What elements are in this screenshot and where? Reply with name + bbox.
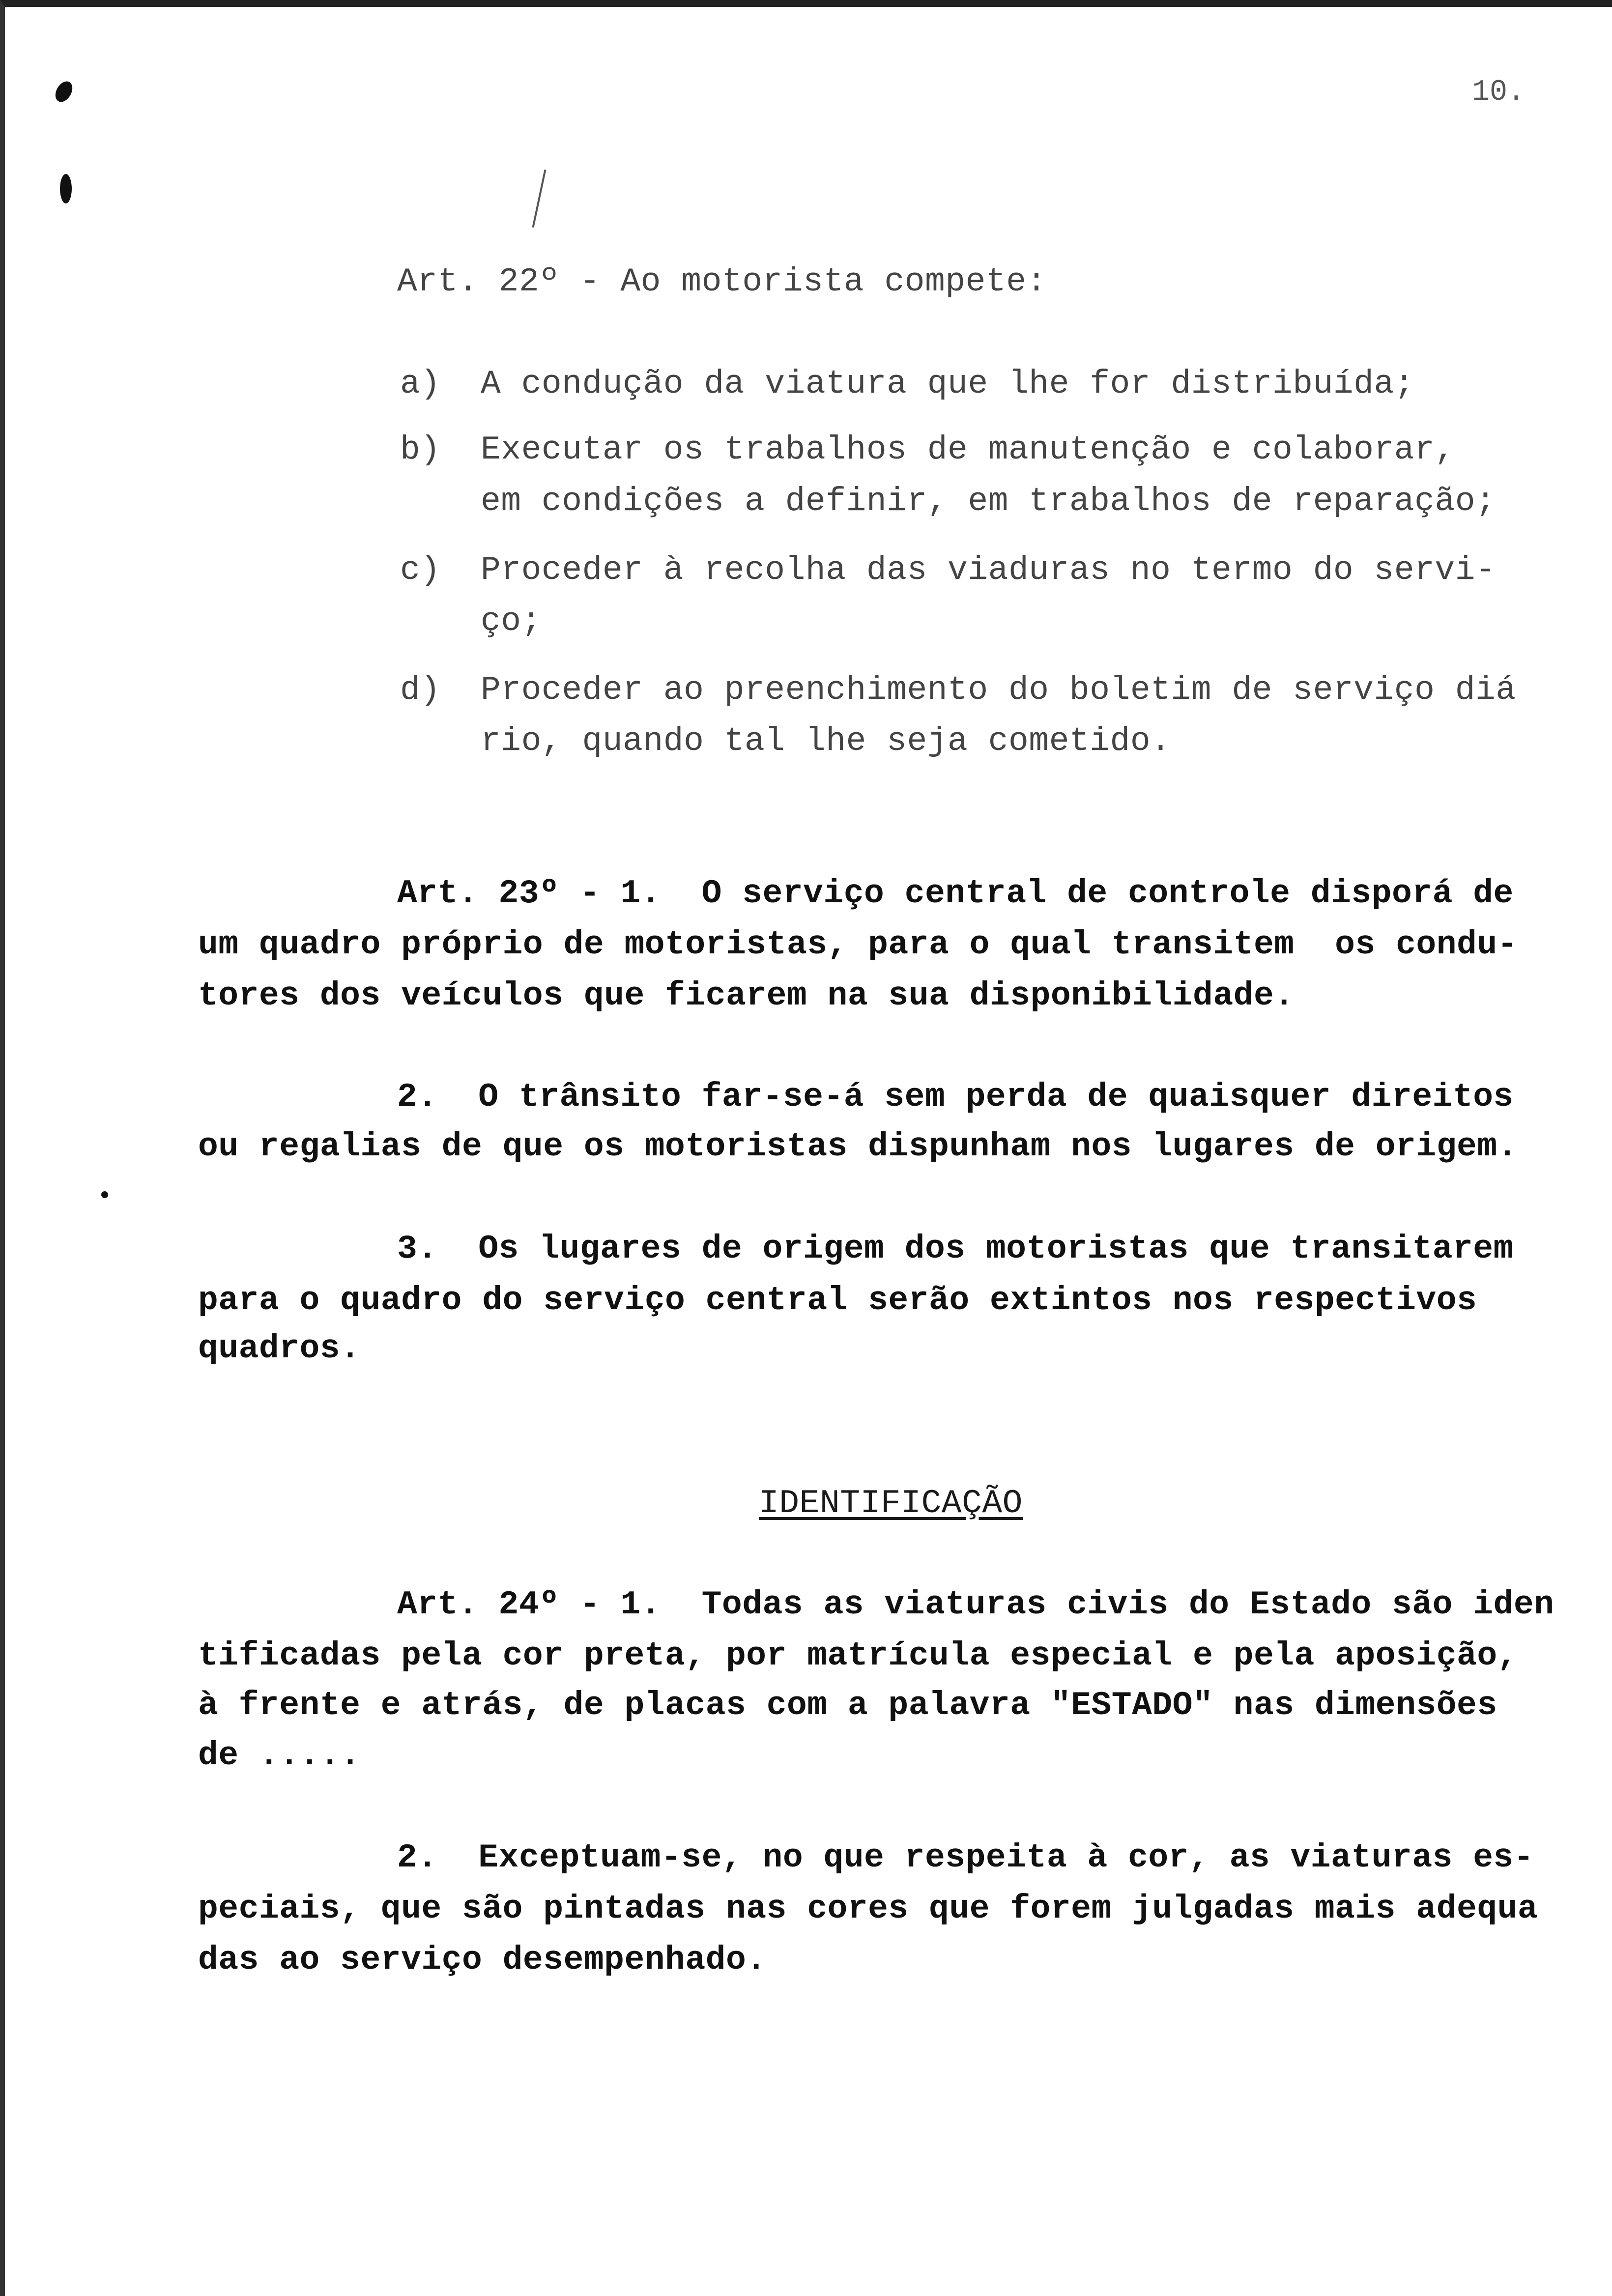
item-label: d) xyxy=(400,671,441,709)
art23-line: Art. 23º - 1. O serviço central de controle disporá de xyxy=(397,875,1514,913)
item-text: Executar os trabalhos de manutenção e colaborar, xyxy=(481,431,1455,469)
section-title: IDENTIFICAÇÃO xyxy=(759,1485,1023,1522)
art22-heading: Art. 22º - Ao motorista compete: xyxy=(397,263,1047,301)
art24-line: Art. 24º - 1. Todas as viaturas civis do Estado são iden xyxy=(397,1586,1554,1624)
art23-line: ou regalias de que os motoristas dispunham nos lugares de origem. xyxy=(198,1128,1518,1166)
scan-speck xyxy=(101,1191,108,1198)
art23-line: 3. Os lugares de origem dos motoristas que transitarem xyxy=(397,1230,1514,1268)
art23-line: um quadro próprio de motoristas, para o qual transitem os condu- xyxy=(198,926,1518,964)
art24-line: à frente e atrás, de placas com a palavra "ESTADO" nas dimensões xyxy=(198,1687,1497,1724)
item-text: em condições a definir, em trabalhos de reparação; xyxy=(481,483,1496,520)
page-number: 10. xyxy=(1472,76,1526,109)
item-text: ço; xyxy=(481,603,542,640)
item-label: a) xyxy=(400,365,441,403)
art23-line: 2. O trânsito far-se-á sem perda de quaisquer direitos xyxy=(397,1078,1514,1116)
scan-speck xyxy=(60,174,72,203)
item-text: Proceder à recolha das viaduras no termo do servi- xyxy=(481,551,1496,589)
item-label: c) xyxy=(400,551,441,589)
art24-line: das ao serviço desempenhado. xyxy=(198,1941,767,1979)
art23-line: quadros. xyxy=(198,1330,361,1368)
art23-line: para o quadro do serviço central serão extintos nos respectivos xyxy=(198,1282,1477,1320)
item-text: A condução da viatura que lhe for distribuída; xyxy=(481,365,1415,403)
pen-mark xyxy=(532,170,547,228)
item-text: Proceder ao preenchimento do boletim de serviço diá xyxy=(481,671,1516,709)
art24-line: peciais, que são pintadas nas cores que forem julgadas mais adequa xyxy=(198,1890,1538,1928)
item-text: rio, quando tal lhe seja cometido. xyxy=(481,722,1171,760)
art24-line: tificadas pela cor preta, por matrícula especial e pela aposição, xyxy=(198,1637,1518,1675)
art24-line: 2. Exceptuam-se, no que respeita à cor, as viaturas es- xyxy=(397,1839,1534,1877)
scan-speck xyxy=(52,79,76,105)
art23-line: tores dos veículos que ficarem na sua disponibilidade. xyxy=(198,977,1295,1015)
item-label: b) xyxy=(400,431,441,469)
art24-line: de ..... xyxy=(198,1737,361,1775)
